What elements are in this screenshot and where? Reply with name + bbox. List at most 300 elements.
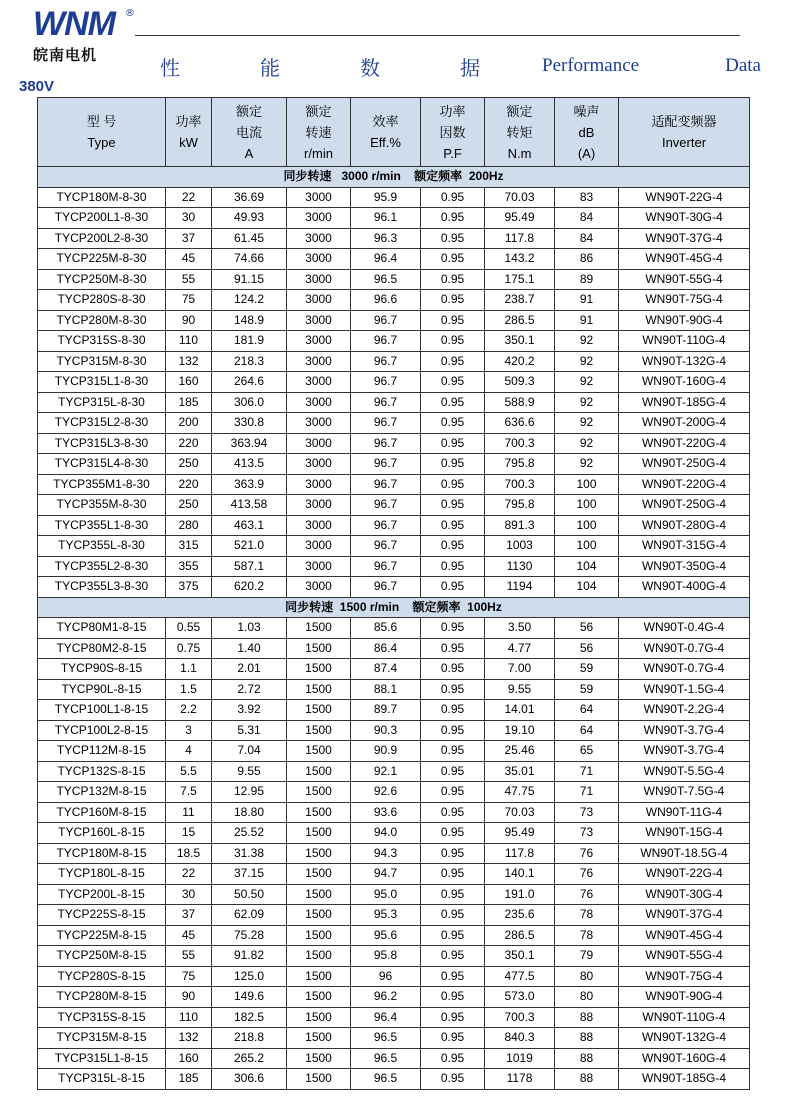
- table-cell: 96.4: [351, 1007, 421, 1028]
- table-cell: 420.2: [485, 351, 555, 372]
- table-row: [38, 761, 750, 782]
- table-cell: 91: [555, 310, 619, 331]
- table-cell: 7.5: [166, 782, 212, 803]
- table-cell: 0.95: [421, 495, 485, 516]
- table-cell: 280: [166, 515, 212, 536]
- table-cell: 3000: [287, 433, 351, 454]
- table-row: [38, 351, 750, 372]
- table-cell: 3000: [287, 187, 351, 208]
- table-cell: 0.95: [421, 802, 485, 823]
- table-cell: 76: [555, 864, 619, 885]
- table-cell: 12.95: [212, 782, 287, 803]
- table-cell: 3000: [287, 269, 351, 290]
- table-cell: 182.5: [212, 1007, 287, 1028]
- table-cell: WN90T-220G-4: [619, 433, 750, 454]
- table-cell: 22: [166, 864, 212, 885]
- table-cell: 160: [166, 372, 212, 393]
- table-cell: 0.95: [421, 659, 485, 680]
- column-header-line: dB: [578, 124, 595, 140]
- table-cell: 85.6: [351, 618, 421, 639]
- table-cell: 56: [555, 618, 619, 639]
- table-cell: WN90T-22G-4: [619, 864, 750, 885]
- column-header: [38, 98, 166, 167]
- table-row: [38, 228, 750, 249]
- table-cell: 1.1: [166, 659, 212, 680]
- table-cell: 1500: [287, 1028, 351, 1049]
- table-cell: WN90T-0.4G-4: [619, 618, 750, 639]
- table-cell: 413.58: [212, 495, 287, 516]
- table-cell: 96.7: [351, 536, 421, 557]
- table-cell: 636.6: [485, 413, 555, 434]
- table-cell: 14.01: [485, 700, 555, 721]
- table-cell: 96.7: [351, 577, 421, 598]
- table-cell: 1500: [287, 843, 351, 864]
- table-row: [38, 864, 750, 885]
- table-cell: TYCP355L-8-30: [38, 536, 166, 557]
- column-header: [351, 98, 421, 167]
- table-cell: 350.1: [485, 331, 555, 352]
- table-row: [38, 905, 750, 926]
- table-cell: WN90T-160G-4: [619, 372, 750, 393]
- table-cell: WN90T-132G-4: [619, 351, 750, 372]
- table-row: [38, 638, 750, 659]
- table-cell: 3000: [287, 228, 351, 249]
- column-header-line: Eff.%: [370, 135, 401, 150]
- logo-brand: WNM: [33, 5, 115, 43]
- table-cell: 89: [555, 269, 619, 290]
- table-cell: 96.7: [351, 413, 421, 434]
- table-cell: 1500: [287, 638, 351, 659]
- table-cell: 306.0: [212, 392, 287, 413]
- table-cell: TYCP250M-8-15: [38, 946, 166, 967]
- table-cell: 4: [166, 741, 212, 762]
- table-cell: 0.95: [421, 1028, 485, 1049]
- table-cell: 0.95: [421, 187, 485, 208]
- table-cell: 306.6: [212, 1069, 287, 1090]
- table-cell: 96.6: [351, 290, 421, 311]
- table-cell: 3000: [287, 372, 351, 393]
- table-cell: WN90T-400G-4: [619, 577, 750, 598]
- table-cell: 96.7: [351, 372, 421, 393]
- column-header-line: 额定: [235, 103, 262, 119]
- section-label: 同步转速 3000 r/min 额定频率 200Hz: [38, 167, 750, 188]
- logo-company-name: 皖南电机: [33, 46, 98, 64]
- table-cell: 59: [555, 659, 619, 680]
- table-cell: TYCP200L1-8-30: [38, 208, 166, 229]
- table-cell: 0.95: [421, 720, 485, 741]
- table-cell: 92: [555, 433, 619, 454]
- column-header-line: 噪声: [573, 103, 600, 119]
- table-row: [38, 966, 750, 987]
- column-header-line: N.m: [507, 145, 532, 161]
- table-cell: 315: [166, 536, 212, 557]
- table-row: [38, 454, 750, 475]
- table-cell: TYCP180M-8-30: [38, 187, 166, 208]
- column-header-line: 额定: [506, 103, 533, 119]
- table-cell: 330.8: [212, 413, 287, 434]
- table-cell: 18.80: [212, 802, 287, 823]
- table-cell: 218.8: [212, 1028, 287, 1049]
- table-cell: 90.3: [351, 720, 421, 741]
- table-cell: 1500: [287, 679, 351, 700]
- table-cell: 93.6: [351, 802, 421, 823]
- table-cell: 0.55: [166, 618, 212, 639]
- table-cell: WN90T-18.5G-4: [619, 843, 750, 864]
- column-header-line: P.F: [443, 145, 462, 161]
- table-cell: 1.40: [212, 638, 287, 659]
- table-cell: 220: [166, 474, 212, 495]
- table-row: [38, 1048, 750, 1069]
- table-cell: 61.45: [212, 228, 287, 249]
- table-cell: 110: [166, 331, 212, 352]
- table-cell: 88: [555, 1069, 619, 1090]
- table-cell: 49.93: [212, 208, 287, 229]
- table-cell: 70.03: [485, 802, 555, 823]
- table-cell: TYCP160M-8-15: [38, 802, 166, 823]
- table-cell: 521.0: [212, 536, 287, 557]
- table-cell: 200: [166, 413, 212, 434]
- title-en-word: Data: [725, 55, 761, 76]
- table-cell: 96.7: [351, 310, 421, 331]
- table-cell: 71: [555, 782, 619, 803]
- table-cell: WN90T-37G-4: [619, 905, 750, 926]
- table-cell: 0.95: [421, 638, 485, 659]
- table-row: [38, 515, 750, 536]
- table-cell: 78: [555, 925, 619, 946]
- table-cell: 96.1: [351, 208, 421, 229]
- table-cell: 3000: [287, 351, 351, 372]
- table-cell: WN90T-1.5G-4: [619, 679, 750, 700]
- table-cell: 0.95: [421, 208, 485, 229]
- table-cell: 1500: [287, 1069, 351, 1090]
- table-cell: 191.0: [485, 884, 555, 905]
- table-cell: 1500: [287, 905, 351, 926]
- table-cell: 264.6: [212, 372, 287, 393]
- table-cell: 47.75: [485, 782, 555, 803]
- table-cell: WN90T-250G-4: [619, 495, 750, 516]
- table-cell: TYCP180L-8-15: [38, 864, 166, 885]
- table-cell: 265.2: [212, 1048, 287, 1069]
- table-cell: 18.5: [166, 843, 212, 864]
- table-cell: 36.69: [212, 187, 287, 208]
- table-cell: 1003: [485, 536, 555, 557]
- table-cell: 3000: [287, 515, 351, 536]
- table-cell: 1178: [485, 1069, 555, 1090]
- table-cell: 96.4: [351, 249, 421, 270]
- table-cell: 3000: [287, 495, 351, 516]
- table-cell: 1500: [287, 925, 351, 946]
- table-cell: 95.9: [351, 187, 421, 208]
- table-cell: 37: [166, 905, 212, 926]
- column-header: [421, 98, 485, 167]
- table-cell: 0.95: [421, 987, 485, 1008]
- table-cell: 84: [555, 208, 619, 229]
- table-cell: 56: [555, 638, 619, 659]
- table-cell: 95.49: [485, 823, 555, 844]
- table-row: [38, 536, 750, 557]
- table-cell: 3.92: [212, 700, 287, 721]
- table-cell: 795.8: [485, 495, 555, 516]
- table-cell: 700.3: [485, 474, 555, 495]
- table-row: [38, 700, 750, 721]
- table-cell: 1500: [287, 946, 351, 967]
- table-cell: 3000: [287, 331, 351, 352]
- table-cell: WN90T-220G-4: [619, 474, 750, 495]
- table-row: [38, 577, 750, 598]
- table-cell: 90: [166, 987, 212, 1008]
- table-row: [38, 618, 750, 639]
- table-cell: 0.95: [421, 782, 485, 803]
- table-cell: 355: [166, 556, 212, 577]
- table-row: [38, 823, 750, 844]
- table-cell: 0.95: [421, 925, 485, 946]
- title-en-word: Performance: [542, 55, 640, 76]
- table-cell: 1500: [287, 659, 351, 680]
- table-cell: TYCP80M2-8-15: [38, 638, 166, 659]
- table-cell: WN90T-22G-4: [619, 187, 750, 208]
- table-cell: 125.0: [212, 966, 287, 987]
- table-cell: 0.95: [421, 966, 485, 987]
- header-divider: [135, 35, 740, 36]
- table-cell: 96.2: [351, 987, 421, 1008]
- table-cell: 96.5: [351, 269, 421, 290]
- table-cell: TYCP280M-8-15: [38, 987, 166, 1008]
- table-cell: 55: [166, 269, 212, 290]
- table-cell: 1500: [287, 1048, 351, 1069]
- table-cell: 96.7: [351, 495, 421, 516]
- table-cell: WN90T-110G-4: [619, 331, 750, 352]
- table-cell: 100: [555, 474, 619, 495]
- table-cell: WN90T-45G-4: [619, 925, 750, 946]
- title-cn-char: 能: [260, 56, 280, 80]
- section-header-row: [38, 167, 750, 188]
- table-cell: 1500: [287, 700, 351, 721]
- table-cell: 463.1: [212, 515, 287, 536]
- table-cell: 840.3: [485, 1028, 555, 1049]
- table-cell: WN90T-132G-4: [619, 1028, 750, 1049]
- table-cell: WN90T-250G-4: [619, 454, 750, 475]
- table-cell: 30: [166, 884, 212, 905]
- table-cell: 1500: [287, 802, 351, 823]
- table-cell: 3000: [287, 392, 351, 413]
- table-cell: 100: [555, 495, 619, 516]
- table-cell: 2.2: [166, 700, 212, 721]
- table-cell: 104: [555, 577, 619, 598]
- table-cell: 96.7: [351, 331, 421, 352]
- table-cell: 1.03: [212, 618, 287, 639]
- table-cell: TYCP90S-8-15: [38, 659, 166, 680]
- table-row: [38, 741, 750, 762]
- table-cell: 587.1: [212, 556, 287, 577]
- column-header-line: 适配变频器: [651, 114, 717, 129]
- table-cell: 0.95: [421, 577, 485, 598]
- table-cell: TYCP180M-8-15: [38, 843, 166, 864]
- table-cell: 3000: [287, 310, 351, 331]
- table-cell: 5.5: [166, 761, 212, 782]
- table-cell: 75: [166, 290, 212, 311]
- table-row: [38, 392, 750, 413]
- column-header: [555, 98, 619, 167]
- table-header-row: [38, 98, 750, 167]
- performance-table: [37, 97, 750, 1090]
- table-cell: 220: [166, 433, 212, 454]
- table-cell: 104: [555, 556, 619, 577]
- table-cell: 0.95: [421, 556, 485, 577]
- table-cell: 0.95: [421, 884, 485, 905]
- table-cell: 65: [555, 741, 619, 762]
- table-cell: 96.5: [351, 1048, 421, 1069]
- table-cell: WN90T-200G-4: [619, 413, 750, 434]
- table-cell: TYCP315L2-8-30: [38, 413, 166, 434]
- table-cell: WN90T-30G-4: [619, 884, 750, 905]
- column-header-line: kW: [179, 135, 198, 150]
- table-cell: 1194: [485, 577, 555, 598]
- table-cell: TYCP250M-8-30: [38, 269, 166, 290]
- voltage-label: 380V: [19, 78, 55, 95]
- table-cell: 0.95: [421, 310, 485, 331]
- table-cell: 0.95: [421, 515, 485, 536]
- table-cell: WN90T-55G-4: [619, 269, 750, 290]
- table-cell: 95.3: [351, 905, 421, 926]
- column-header-line: 功率: [175, 114, 202, 129]
- table-cell: 74.66: [212, 249, 287, 270]
- table-cell: 73: [555, 802, 619, 823]
- table-cell: TYCP315L4-8-30: [38, 454, 166, 475]
- table-cell: 117.8: [485, 843, 555, 864]
- table-cell: 3000: [287, 249, 351, 270]
- table-cell: 891.3: [485, 515, 555, 536]
- table-row: [38, 249, 750, 270]
- table-cell: 62.09: [212, 905, 287, 926]
- table-cell: 80: [555, 966, 619, 987]
- table-cell: 1500: [287, 884, 351, 905]
- table-cell: 87.4: [351, 659, 421, 680]
- table-cell: TYCP132M-8-15: [38, 782, 166, 803]
- table-cell: 3000: [287, 556, 351, 577]
- table-cell: WN90T-185G-4: [619, 392, 750, 413]
- table-cell: 1500: [287, 720, 351, 741]
- table-cell: 96: [351, 966, 421, 987]
- table-cell: 90.9: [351, 741, 421, 762]
- table-cell: 573.0: [485, 987, 555, 1008]
- table-cell: 795.8: [485, 454, 555, 475]
- table-body: [38, 167, 750, 1090]
- table-cell: 0.95: [421, 700, 485, 721]
- table-cell: 25.46: [485, 741, 555, 762]
- table-cell: 148.9: [212, 310, 287, 331]
- table-cell: 413.5: [212, 454, 287, 475]
- table-cell: TYCP225M-8-30: [38, 249, 166, 270]
- table-cell: 0.95: [421, 946, 485, 967]
- table-cell: 45: [166, 249, 212, 270]
- column-header-line: 转矩: [506, 124, 533, 140]
- table-cell: 92: [555, 454, 619, 475]
- table-cell: 96.7: [351, 433, 421, 454]
- table-cell: WN90T-110G-4: [619, 1007, 750, 1028]
- table-cell: 700.3: [485, 1007, 555, 1028]
- table-cell: 30: [166, 208, 212, 229]
- column-header-line: 额定: [305, 103, 332, 119]
- table-cell: 96.7: [351, 556, 421, 577]
- table-cell: 117.8: [485, 228, 555, 249]
- table-cell: 91: [555, 290, 619, 311]
- table-cell: 588.9: [485, 392, 555, 413]
- table-cell: TYCP315L3-8-30: [38, 433, 166, 454]
- table-cell: 96.5: [351, 1069, 421, 1090]
- table-cell: 1500: [287, 987, 351, 1008]
- table-cell: 94.0: [351, 823, 421, 844]
- table-cell: 94.3: [351, 843, 421, 864]
- table-cell: 0.95: [421, 392, 485, 413]
- table-cell: 92: [555, 331, 619, 352]
- page-title-cn: [160, 52, 480, 81]
- table-cell: 95.8: [351, 946, 421, 967]
- table-row: [38, 474, 750, 495]
- column-header-line: 因数: [439, 124, 466, 140]
- table-row: [38, 802, 750, 823]
- table-cell: 477.5: [485, 966, 555, 987]
- table-cell: 0.95: [421, 413, 485, 434]
- table-cell: 0.95: [421, 1069, 485, 1090]
- table-cell: 37.15: [212, 864, 287, 885]
- table-cell: 3000: [287, 413, 351, 434]
- table-cell: 95.0: [351, 884, 421, 905]
- table-cell: 0.95: [421, 433, 485, 454]
- table-cell: 92: [555, 372, 619, 393]
- table-cell: 96.7: [351, 515, 421, 536]
- table-cell: WN90T-5.5G-4: [619, 761, 750, 782]
- table-cell: 73: [555, 823, 619, 844]
- table-cell: 7.04: [212, 741, 287, 762]
- table-row: [38, 659, 750, 680]
- table-cell: 5.31: [212, 720, 287, 741]
- table-cell: 22: [166, 187, 212, 208]
- table-cell: 96.7: [351, 392, 421, 413]
- table-cell: TYCP280S-8-15: [38, 966, 166, 987]
- table-cell: WN90T-55G-4: [619, 946, 750, 967]
- table-cell: 96.7: [351, 351, 421, 372]
- table-cell: 0.75: [166, 638, 212, 659]
- table-cell: 132: [166, 1028, 212, 1049]
- table-cell: 59: [555, 679, 619, 700]
- table-cell: TYCP355M1-8-30: [38, 474, 166, 495]
- title-cn-char: 据: [460, 56, 480, 80]
- table-cell: 9.55: [485, 679, 555, 700]
- column-header: [485, 98, 555, 167]
- table-cell: 3000: [287, 536, 351, 557]
- table-row: [38, 925, 750, 946]
- table-cell: 143.2: [485, 249, 555, 270]
- table-cell: 92: [555, 392, 619, 413]
- table-cell: 9.55: [212, 761, 287, 782]
- table-row: [38, 782, 750, 803]
- table-cell: 80: [555, 987, 619, 1008]
- table-cell: 0.95: [421, 351, 485, 372]
- column-header-line: 效率: [372, 114, 399, 129]
- table-cell: 1500: [287, 966, 351, 987]
- column-header-line: 功率: [439, 103, 466, 119]
- section-header-row: [38, 597, 750, 618]
- title-cn-char: 性: [160, 56, 180, 80]
- company-logo: [33, 6, 143, 66]
- table-cell: 64: [555, 700, 619, 721]
- table-cell: WN90T-75G-4: [619, 290, 750, 311]
- table-cell: WN90T-45G-4: [619, 249, 750, 270]
- table-cell: 620.2: [212, 577, 287, 598]
- table-cell: 250: [166, 454, 212, 475]
- table-cell: 79: [555, 946, 619, 967]
- table-cell: 89.7: [351, 700, 421, 721]
